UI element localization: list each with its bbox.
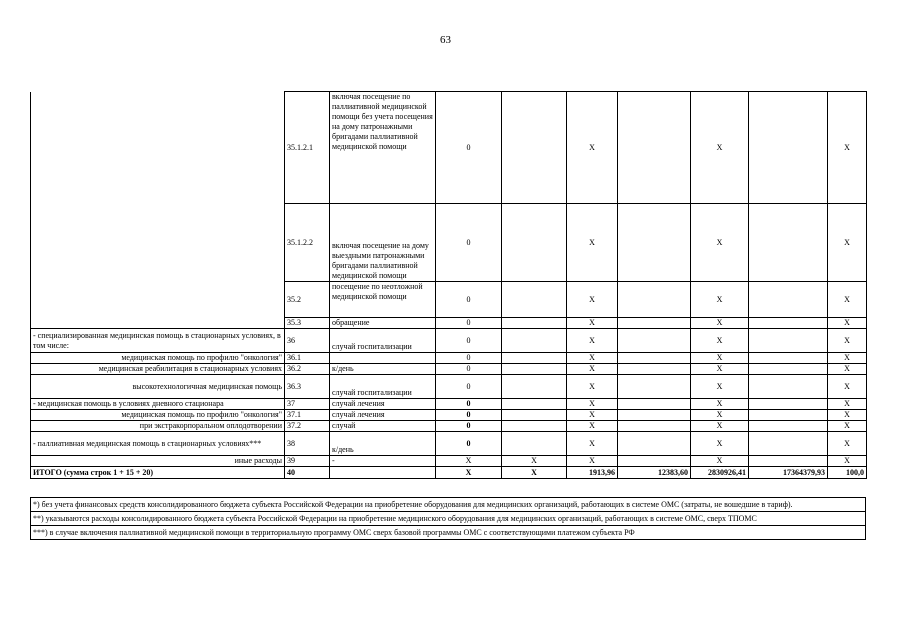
value-cell: X [828,375,867,399]
value-cell [749,353,828,364]
value-cell: X [567,282,618,318]
value-cell [502,329,567,353]
row-code-cell: 36.1 [285,353,330,364]
value-cell [749,456,828,467]
value-cell: X [828,456,867,467]
value-cell: X [691,318,749,329]
value-cell [749,432,828,456]
value-cell: 0 [436,432,502,456]
row-code-cell: 37 [285,399,330,410]
value-cell: X [691,92,749,204]
row-name-cell: медицинская реабилитация в стационарных условиях [31,364,285,375]
table-row [31,329,867,353]
value-cell: X [502,456,567,467]
value-cell: X [691,204,749,282]
row-unit-cell [330,467,436,479]
value-cell: X [567,318,618,329]
value-cell [502,353,567,364]
row-unit-cell: к/день [330,364,436,375]
value-cell: 2830926,41 [691,467,749,479]
value-cell [749,204,828,282]
value-cell [502,432,567,456]
row-unit-cell: случай [330,421,436,432]
row-name-cell [31,282,285,318]
table-row [31,204,867,282]
table-row [31,410,867,421]
value-cell: X [567,204,618,282]
row-unit-cell: к/день [330,432,436,456]
row-name-cell [31,204,285,282]
row-name-cell: ИТОГО (сумма строк 1 + 15 + 20) [31,467,285,479]
value-cell: X [436,456,502,467]
value-cell: X [828,364,867,375]
row-code-cell: 35.2 [285,282,330,318]
value-cell [749,375,828,399]
value-cell: X [828,92,867,204]
value-cell: X [828,353,867,364]
value-cell: 0 [436,318,502,329]
value-cell [618,92,691,204]
row-code-cell: 35.1.2.1 [285,92,330,204]
row-code-cell: 37.1 [285,410,330,421]
value-cell [618,432,691,456]
value-cell [618,353,691,364]
value-cell [749,364,828,375]
value-cell [502,410,567,421]
value-cell: 0 [436,364,502,375]
table-row [31,282,867,318]
row-name-cell: иные расходы [31,456,285,467]
value-cell: X [691,364,749,375]
row-code-cell: 39 [285,456,330,467]
row-name-cell: - медицинская помощь в условиях дневного стационара [31,399,285,410]
row-unit-cell: включая посещение на дому выездными патронажными бригадами паллиативной медицинской помощи [330,204,436,282]
table-row [31,353,867,364]
value-cell: 1913,96 [567,467,618,479]
value-cell [749,282,828,318]
value-cell [618,421,691,432]
value-cell [502,399,567,410]
row-name-cell [31,92,285,204]
total-row [31,467,867,479]
value-cell: 0 [436,353,502,364]
value-cell: 12383,60 [618,467,691,479]
value-cell: 0 [436,375,502,399]
table-row [31,375,867,399]
row-unit-cell: включая посещение по паллиативной медицинской помощи без учета посещения на дому патронажными бригадами паллиативной медицинской помощи [330,92,436,204]
row-unit-cell [330,353,436,364]
value-cell: X [828,318,867,329]
row-unit-cell: случай госпитализации [330,329,436,353]
row-name-cell: - специализированная медицинская помощь в стационарных условиях, в том числе: [31,329,285,353]
value-cell: X [567,432,618,456]
value-cell [502,375,567,399]
value-cell: 0 [436,399,502,410]
value-cell [502,282,567,318]
value-cell: X [828,282,867,318]
value-cell: X [828,421,867,432]
table-row [31,432,867,456]
row-unit-cell: посещение по неотложной медицинской помощи [330,282,436,318]
value-cell [749,399,828,410]
value-cell [749,421,828,432]
value-cell [618,282,691,318]
value-cell [749,92,828,204]
row-unit-cell: случай лечения [330,410,436,421]
row-name-cell [31,318,285,329]
value-cell [502,364,567,375]
value-cell [618,204,691,282]
value-cell: X [567,421,618,432]
value-cell [618,364,691,375]
page-number: 63 [440,34,451,46]
value-cell: X [691,282,749,318]
value-cell [502,204,567,282]
value-cell: X [691,456,749,467]
value-cell: X [691,329,749,353]
value-cell [502,318,567,329]
value-cell: 0 [436,410,502,421]
table-row [31,364,867,375]
value-cell [618,410,691,421]
footnote-3: ***) в случае включения паллиативной медицинской помощи в территориальную программу ОМС сверх базовой программы ОМС с соответствующими платежом субъекта РФ [31,526,866,540]
value-cell [749,329,828,353]
row-name-cell: - паллиативная медицинская помощь в стационарных условиях*** [31,432,285,456]
value-cell: 0 [436,329,502,353]
value-cell: X [567,353,618,364]
value-cell: X [691,421,749,432]
value-cell: X [828,329,867,353]
value-cell: 0 [436,421,502,432]
value-cell: X [691,410,749,421]
value-cell [618,318,691,329]
table-row [31,318,867,329]
row-code-cell: 36.2 [285,364,330,375]
value-cell: X [828,399,867,410]
value-cell: X [828,204,867,282]
row-code-cell: 36.3 [285,375,330,399]
table-row [31,456,867,467]
financing-table [30,91,867,479]
value-cell: X [691,432,749,456]
value-cell: 0 [436,282,502,318]
value-cell: X [502,467,567,479]
footnotes-table [30,497,866,540]
row-unit-cell: - [330,456,436,467]
value-cell [502,92,567,204]
value-cell: X [567,399,618,410]
row-name-cell: при экстракорпоральном оплодотворении [31,421,285,432]
table-row [31,92,867,204]
row-code-cell: 36 [285,329,330,353]
value-cell: 0 [436,204,502,282]
row-name-cell: медицинская помощь по профилю "онкология" [31,410,285,421]
value-cell: X [828,410,867,421]
table-row [31,399,867,410]
row-name-cell: высокотехнологичная медицинская помощь [31,375,285,399]
value-cell: X [567,456,618,467]
row-unit-cell: случай лечения [330,399,436,410]
value-cell [618,456,691,467]
row-unit-cell: случай госпитализации [330,375,436,399]
row-code-cell: 37.2 [285,421,330,432]
value-cell [749,318,828,329]
table-row [31,421,867,432]
footnote-2: **) указываются расходы консолидированного бюджета субъекта Российской Федерации на приобретение медицинского оборудования для медицинских организаций, работающих в системе ОМС, сверх ТПОМС [31,512,866,526]
value-cell: 0 [436,92,502,204]
row-code-cell: 35.1.2.2 [285,204,330,282]
value-cell [618,329,691,353]
value-cell [618,399,691,410]
value-cell: X [567,375,618,399]
row-unit-cell: обращение [330,318,436,329]
value-cell: X [691,375,749,399]
value-cell: X [567,364,618,375]
value-cell: X [567,92,618,204]
value-cell: X [567,410,618,421]
row-code-cell: 38 [285,432,330,456]
value-cell: 17364379,93 [749,467,828,479]
value-cell: X [828,432,867,456]
row-code-cell: 35.3 [285,318,330,329]
value-cell [502,421,567,432]
row-code-cell: 40 [285,467,330,479]
value-cell: X [436,467,502,479]
footnote-1: *) без учета финансовых средств консолидированного бюджета субъекта Российской Федерации на приобретение оборудования для медицинских организаций, работающих в системе ОМС (затраты, не вошедшие в тариф). [31,498,866,512]
value-cell [618,375,691,399]
value-cell: X [691,399,749,410]
value-cell [749,410,828,421]
row-name-cell: медицинская помощь по профилю "онкология" [31,353,285,364]
value-cell: 100,0 [828,467,867,479]
value-cell: X [567,329,618,353]
value-cell: X [691,353,749,364]
